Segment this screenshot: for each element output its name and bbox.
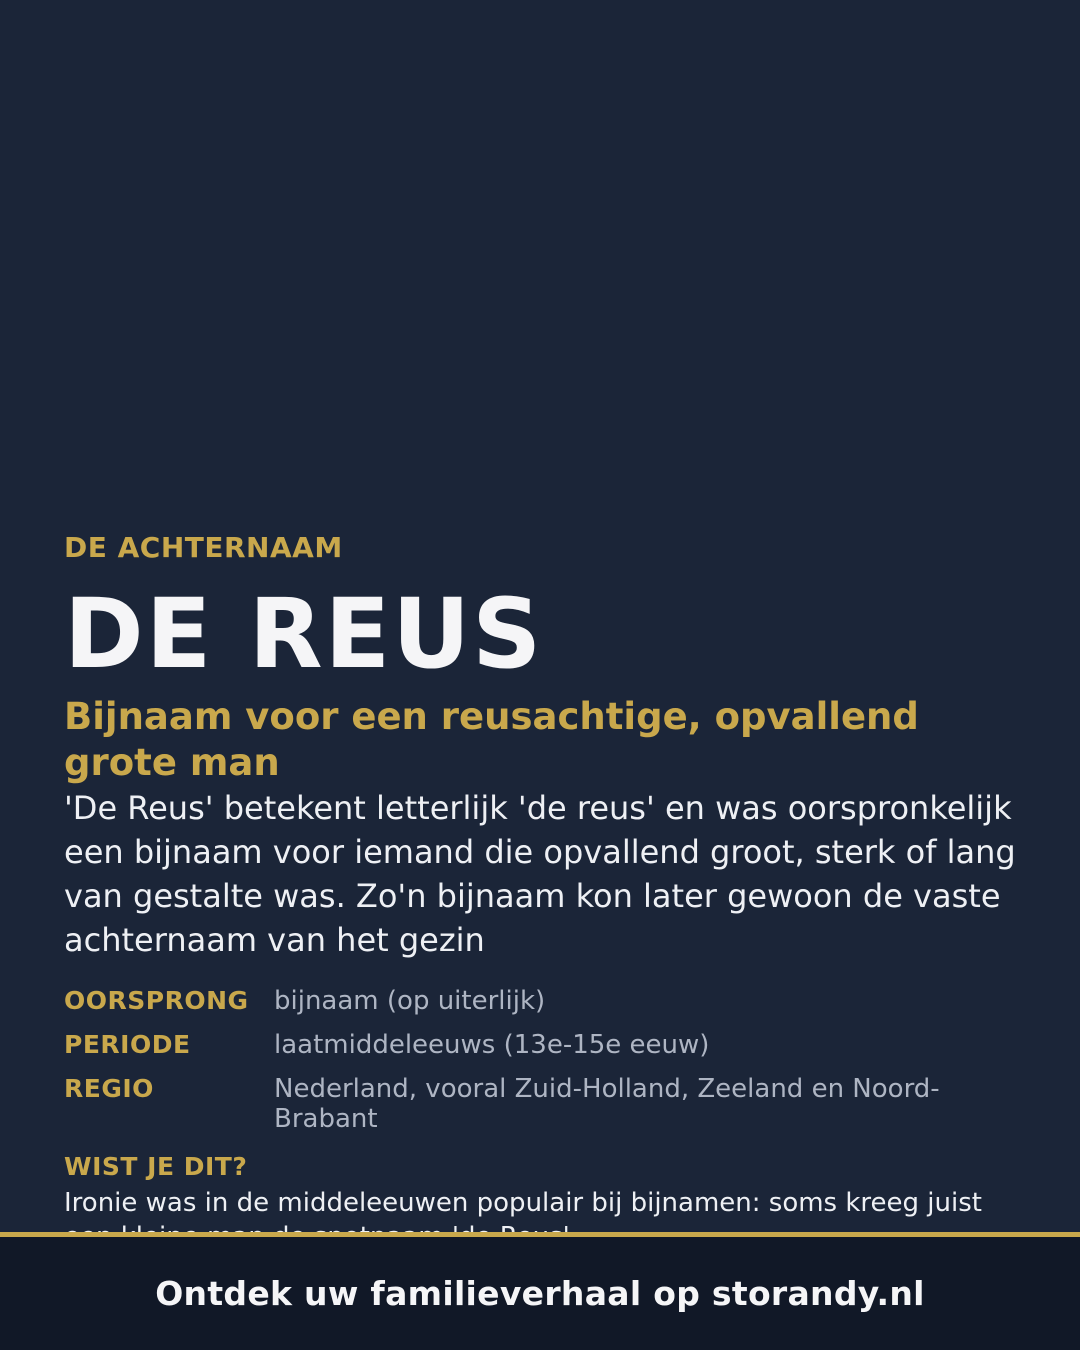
fact-label: PERIODE xyxy=(64,1030,191,1059)
did-you-know-text: Ironie was in de middeleeuwen populair bij bijnamen: soms kreeg juist xyxy=(64,1188,982,1218)
eyebrow-label: DE ACHTERNAAM xyxy=(64,531,343,564)
fact-row-region xyxy=(64,1074,1024,1134)
fact-label: REGIO xyxy=(64,1074,154,1103)
fact-value: laatmiddeleeuws (13e-15e eeuw) xyxy=(274,1030,710,1060)
surname-meaning: Bijnaam voor een reusachtige, opvallend grote man xyxy=(64,695,919,784)
footer-banner xyxy=(0,1232,1080,1350)
fact-label: OORSPRONG xyxy=(64,986,249,1015)
surname-description: 'De Reus' betekent letterlijk 'de reus' en was oorspronkelijk een bijnaam voor iemand die opvallend groot, sterk of lang van gestalte was. Zo'n bijnaam kon later gewoon de vaste achternaam van het gezin xyxy=(64,789,1016,959)
fact-value: bijnaam (op uiterlijk) xyxy=(274,986,546,1016)
did-you-know-label: WIST JE DIT? xyxy=(64,1152,248,1181)
surname-card xyxy=(64,530,1024,1254)
fact-value: Nederland, vooral Zuid-Holland, Zeeland en Noord-Brabant xyxy=(274,1074,940,1134)
fact-row-period xyxy=(64,1030,1024,1060)
facts-list xyxy=(64,986,1024,1134)
surname-title: DE REUS xyxy=(64,578,544,690)
fact-row-origin xyxy=(64,986,1024,1016)
footer-cta: Ontdek uw familieverhaal op storandy.nl xyxy=(155,1274,925,1313)
